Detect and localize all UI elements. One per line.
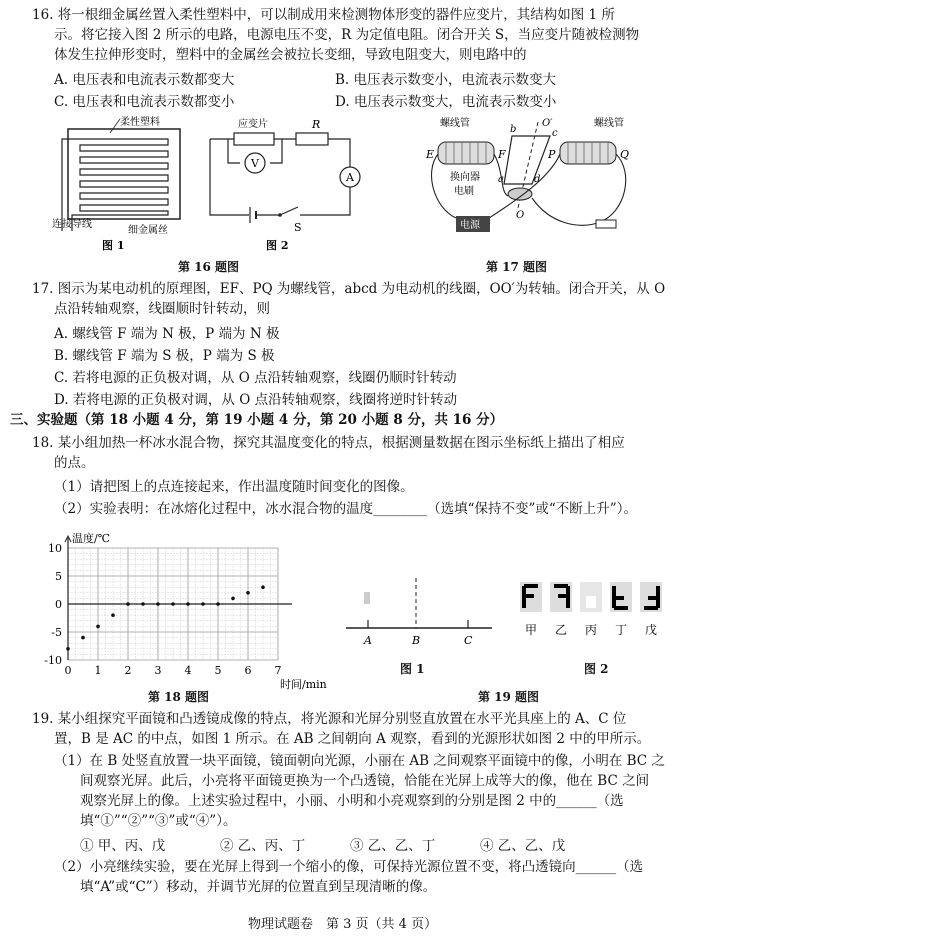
data-point xyxy=(141,602,145,606)
y-tick-label: -10 xyxy=(44,654,62,667)
solenoid-pq xyxy=(560,142,616,164)
data-point xyxy=(111,613,115,617)
q19-sub1-line-2: 间观察光屏。此后，小亮将平面镜更换为一个凸透镜，恰能在光屏上成等大的像，他在 BC 之间 xyxy=(80,773,650,789)
y-tick-label: 10 xyxy=(48,542,62,555)
figure-1-caption: 图 1 xyxy=(102,239,125,252)
q16-figure-caption: 第 16 题图 xyxy=(178,260,240,274)
q16-line-1: 16. 将一根细金属丝置入柔性塑料中，可以制成用来检测物体形变的器件应变片，其结构如图 1 所 xyxy=(32,7,615,23)
q19-line-1: 19. 某小组探究平面镜和凸透镜成像的特点，将光源和光屏分别竖直放置在水平光具座上的 A、C 位 xyxy=(32,711,627,727)
q17-option-b: B. 螺线管 F 端为 S 极，P 端为 S 极 xyxy=(54,348,275,364)
q19-choice-3: ③ 乙、乙、丁 xyxy=(350,838,436,854)
label-c: c xyxy=(552,128,558,139)
q16-option-c: C. 电压表和电流表示数都变小 xyxy=(54,94,235,110)
q19-choice-4: ④ 乙、乙、戊 xyxy=(480,838,566,854)
q16-figure-2 xyxy=(200,115,360,255)
x-tick-label: 4 xyxy=(184,664,192,677)
section-3-heading: 三、实验题（第 18 小题 4 分，第 19 小题 4 分，第 20 小题 8 分，共 16 分） xyxy=(10,412,504,428)
q17-figure xyxy=(420,112,650,260)
q19-sub1-line-4: 填“①”“②”“③”或“④”）。 xyxy=(80,813,237,829)
q19-figure-2 xyxy=(516,578,680,648)
y-tick-label: -5 xyxy=(51,626,62,639)
x-tick-label: 3 xyxy=(154,664,162,677)
page-footer: 物理试题卷 第 3 页（共 4 页） xyxy=(248,917,438,932)
q18-figure-caption: 第 18 题图 xyxy=(148,690,210,704)
data-point xyxy=(261,585,265,589)
point-a: A xyxy=(364,634,372,647)
x-tick-label: 5 xyxy=(214,664,222,677)
x-tick-label: 6 xyxy=(244,664,252,677)
label-bing: 丙 xyxy=(585,623,598,637)
data-point xyxy=(126,602,130,606)
chart-y-axis-label: 温度/℃ xyxy=(72,532,111,545)
q19-sub1-line-3: 观察光屏上的像。上述实验过程中，小丽、小明和小亮观察到的分别是图 2 中的______（选 xyxy=(80,793,624,809)
data-point xyxy=(216,602,220,606)
q19-sub1-line-1: （1）在 B 处竖直放置一块平面镜，镜面朝向光源，小丽在 AB 之间观察平面镜中的像，小明在 BC 之 xyxy=(54,753,665,769)
data-point xyxy=(231,597,235,601)
strain-gauge-symbol xyxy=(234,133,274,145)
label-d: d xyxy=(534,174,541,185)
switch-symbol xyxy=(280,207,298,215)
q17-option-d: D. 若将电源的正负极对调，从 O 点沿转轴观察，线圈将逆时针转动 xyxy=(54,392,458,408)
q19-fig2-caption: 图 2 xyxy=(584,662,609,676)
coil-left-label: 螺线管 xyxy=(440,118,470,129)
light-source xyxy=(364,592,370,604)
q16-line-3: 体发生拉伸形变时，塑料中的金属丝会被拉长变细，导致电阻变大，则电路中的 xyxy=(54,47,527,63)
voltmeter-letter: V xyxy=(251,157,259,170)
y-tick-label: 5 xyxy=(55,570,62,583)
q19-fig1-caption: 图 1 xyxy=(400,662,425,676)
q17-line-2: 点沿转轴观察，线圈顺时针转动，则 xyxy=(54,301,270,317)
label-p: P xyxy=(548,148,556,161)
data-point xyxy=(201,602,205,606)
q16-option-d: D. 电压表示数变大，电流表示数变小 xyxy=(335,94,557,110)
label-wu: 戊 xyxy=(645,623,658,637)
power-source-label: 电源 xyxy=(460,220,480,231)
q19-choice-2: ② 乙、丙、丁 xyxy=(220,838,306,854)
label-b: b xyxy=(510,124,517,135)
point-b: B xyxy=(412,634,421,647)
data-point xyxy=(246,591,250,595)
point-c: C xyxy=(464,634,473,647)
q19-sub2-line-1: （2）小亮继续实验，要在光屏上得到一个缩小的像，可保持光源位置不变，将凸透镜向______（选 xyxy=(54,859,644,875)
commutator-label: 换向器 xyxy=(450,172,480,183)
q17-figure-caption: 第 17 题图 xyxy=(486,260,548,274)
label-o: O xyxy=(516,210,525,221)
label-a: a xyxy=(498,174,504,185)
coil-right-label: 螺线管 xyxy=(594,118,624,129)
q19-figure-caption: 第 19 题图 xyxy=(478,690,540,704)
x-tick-label: 0 xyxy=(64,664,72,677)
data-point xyxy=(186,602,190,606)
switch-letter: S xyxy=(294,221,302,234)
q18-line-2: 的点。 xyxy=(54,455,95,471)
strain-gauge-label: 应变片 xyxy=(238,119,268,130)
chart-axes xyxy=(65,536,292,660)
q16-option-b: B. 电压表示数变小，电流表示数变大 xyxy=(335,72,557,88)
y-tick-label: 0 xyxy=(55,598,62,611)
data-point xyxy=(81,636,85,640)
label-jia: 甲 xyxy=(525,623,538,637)
image-bing xyxy=(580,582,602,612)
data-point xyxy=(96,625,100,629)
q16-line-2: 示。将它接入图 2 所示的电路，电源电压不变，R 为定值电阻。闭合开关 S，当应变片随被检测物 xyxy=(54,27,640,43)
label-e: E xyxy=(426,148,435,161)
x-tick-label: 2 xyxy=(124,664,132,677)
switch-block xyxy=(596,220,616,228)
x-tick-label: 7 xyxy=(274,664,282,677)
x-tick-label: 1 xyxy=(94,664,102,677)
ammeter-letter: A xyxy=(346,171,354,184)
q16-figure-1 xyxy=(50,115,190,255)
label-q: Q xyxy=(620,148,630,161)
label-ding: 丁 xyxy=(615,623,628,637)
image-ding xyxy=(610,582,632,612)
q19-line-2: 置，B 是 AC 的中点，如图 1 所示。在 AB 之间朝向 A 观察，看到的光源形状如图 2 中的甲所示。 xyxy=(54,731,651,747)
q16-option-a: A. 电压表和电流表示数都变大 xyxy=(54,72,235,88)
lead-wire-label: 连接导线 xyxy=(52,219,92,230)
q17-line-1: 17. 图示为某电动机的原理图，EF、PQ 为螺线管，abcd 为电动机的线圈，OO′为转轴。闭合开关，从 O xyxy=(32,281,666,297)
image-yi xyxy=(550,582,572,612)
q19-sub2-line-2: 填“A”或“C”）移动，并调节光屏的位置直到呈现清晰的像。 xyxy=(80,879,437,895)
chart-x-axis-label: 时间/min xyxy=(280,678,327,691)
label-o-prime: O′ xyxy=(542,118,553,129)
label-yi: 乙 xyxy=(555,623,568,637)
image-jia xyxy=(520,582,542,612)
q18-sub-2: （2）实验表明：在冰熔化过程中，冰水混合物的温度________（选填“保持不变”或“不断上升”）。 xyxy=(54,501,637,517)
q19-choice-1: ① 甲、丙、戊 xyxy=(80,838,166,854)
resistor-label: R xyxy=(312,118,321,131)
brush-label: 电刷 xyxy=(454,186,474,197)
q17-option-a: A. 螺线管 F 端为 N 极，P 端为 N 极 xyxy=(54,326,280,342)
resistor-symbol xyxy=(296,133,328,145)
figure-2-caption: 图 2 xyxy=(266,239,289,252)
label-f: F xyxy=(498,148,506,161)
q18-sub-1: （1）请把图上的点连接起来，作出温度随时间变化的图像。 xyxy=(54,479,414,495)
q18-line-1: 18. 某小组加热一杯冰水混合物，探究其温度变化的特点，根据测量数据在图示坐标纸上描出了相应 xyxy=(32,435,625,451)
q17-option-c: C. 若将电源的正负极对调，从 O 点沿转轴观察，线圈仍顺时针转动 xyxy=(54,370,457,386)
data-point xyxy=(156,602,160,606)
q18-temperature-chart xyxy=(28,528,327,691)
flexible-plastic-label: 柔性塑料 xyxy=(120,117,160,128)
data-point xyxy=(66,647,70,651)
image-wu xyxy=(640,582,662,612)
metal-wire-label: 细金属丝 xyxy=(128,225,168,236)
q19-figure-1 xyxy=(338,570,498,660)
data-point xyxy=(171,602,175,606)
